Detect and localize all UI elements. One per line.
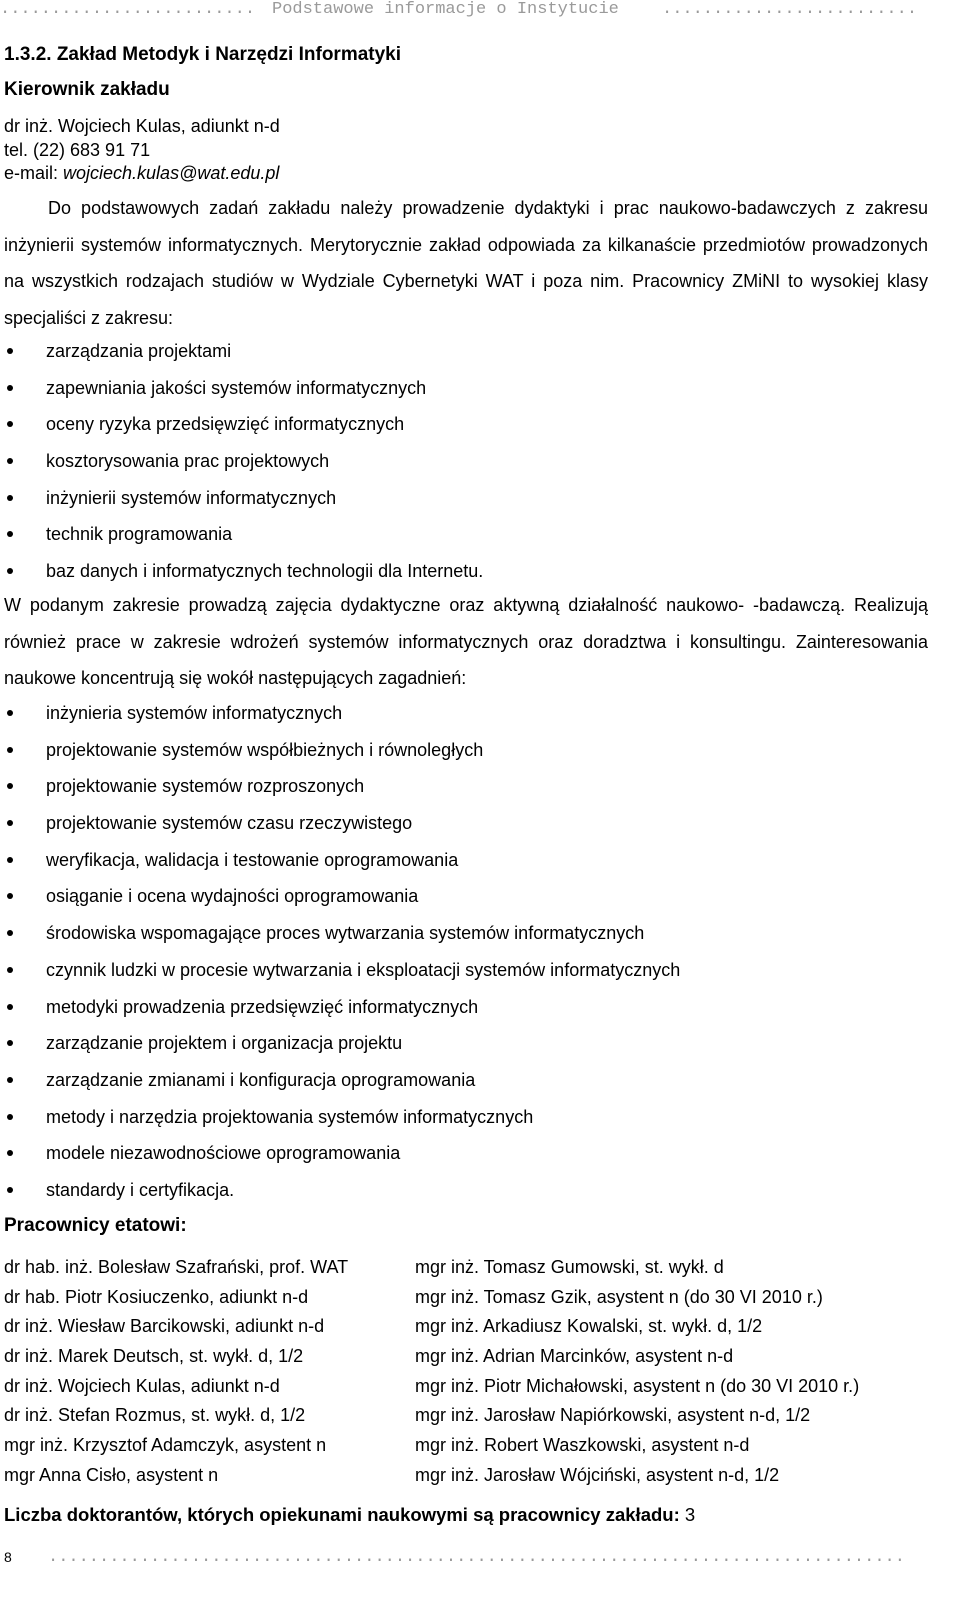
bullet-icon xyxy=(7,967,13,973)
head-email-line xyxy=(4,162,279,184)
bullet-icon xyxy=(7,1004,13,1010)
middle-paragraph xyxy=(4,587,928,697)
bullet-icon xyxy=(7,531,13,537)
doctoral-count-line xyxy=(4,1504,695,1526)
interest-item xyxy=(0,878,930,915)
staff-member: mgr inż. Krzysztof Adamczyk, asystent n xyxy=(4,1435,327,1456)
staff-member: mgr inż. Adrian Marcinków, asystent n-d xyxy=(415,1346,734,1367)
interest-item-text: modele niezawodnościowe oprogramowania xyxy=(46,1143,401,1164)
interest-item xyxy=(0,695,930,732)
interest-item xyxy=(0,805,930,842)
bullet-icon xyxy=(7,857,13,863)
expertise-item xyxy=(0,406,930,443)
interest-item xyxy=(0,989,930,1026)
staff-column-left xyxy=(4,1253,348,1491)
staff-member: mgr inż. Piotr Michałowski, asystent n (do 30 VI 2010 r.) xyxy=(415,1375,860,1396)
expertise-item-text: baz danych i informatycznych technologii dla Internetu. xyxy=(46,561,484,582)
staff-member: dr hab. Piotr Kosiuczenko, adiunkt n-d xyxy=(4,1286,309,1307)
interest-item-text: metody i narzędzia projektowania systemów informatycznych xyxy=(46,1106,534,1127)
running-header xyxy=(0,0,945,24)
expertise-item xyxy=(0,516,930,553)
interest-item-text: czynnik ludzki w procesie wytwarzania i eksploatacji systemów informatycznych xyxy=(46,959,681,980)
bullet-icon xyxy=(7,421,13,427)
interest-item-text: zarządzanie projektem i organizacja projektu xyxy=(46,1033,403,1054)
interest-item xyxy=(0,1062,930,1099)
interests-list xyxy=(0,695,930,1209)
head-email[interactable]: wojciech.kulas@wat.edu.pl xyxy=(63,163,280,183)
staff-member: dr inż. Wiesław Barcikowski, adiunkt n-d xyxy=(4,1316,325,1337)
interest-item xyxy=(0,1172,930,1209)
bullet-icon xyxy=(7,1040,13,1046)
staff-column-right xyxy=(415,1253,859,1491)
interest-item-text: inżynieria systemów informatycznych xyxy=(46,703,343,723)
expertise-item xyxy=(0,480,930,517)
staff-member: mgr inż. Arkadiusz Kowalski, st. wykł. d, 1/2 xyxy=(415,1316,763,1337)
interest-item xyxy=(0,1099,930,1136)
bullet-icon xyxy=(7,348,13,354)
expertise-item-text: oceny ryzyka przedsięwzięć informatycznych xyxy=(46,414,405,435)
head-phone: tel. (22) 683 91 71 xyxy=(4,140,151,160)
interest-item-text: środowiska wspomagające proces wytwarzania systemów informatycznych xyxy=(46,923,645,944)
bullet-icon xyxy=(7,495,13,501)
staff-title: Pracownicy etatowi: xyxy=(4,1215,187,1236)
interest-item xyxy=(0,768,930,805)
interest-item-text: osiąganie i ocena wydajności oprogramowania xyxy=(46,886,419,907)
staff-member: mgr inż. Robert Waszkowski, asystent n-d xyxy=(415,1435,750,1456)
header-dots-left: ......................... xyxy=(0,0,256,19)
expertise-item xyxy=(0,370,930,407)
bullet-icon xyxy=(7,568,13,574)
interest-item xyxy=(0,1135,930,1172)
interest-item-text: zarządzanie zmianami i konfiguracja oprogramowania xyxy=(46,1069,476,1090)
expertise-item-text: inżynierii systemów informatycznych xyxy=(46,487,337,508)
expertise-list xyxy=(0,333,930,590)
interest-item-text: projektowanie systemów współbieżnych i równoległych xyxy=(46,739,484,760)
staff-member: mgr inż. Tomasz Gumowski, st. wykł. d xyxy=(415,1257,724,1277)
staff-member: mgr inż. Jarosław Napiórkowski, asystent n-d, 1/2 xyxy=(415,1405,811,1426)
intro-text: Do podstawowych zadań zakładu należy prowadzenie dydaktyki i prac naukowo-badawczych z zakresu inżynierii systemów informatycznych. Merytorycznie zakład odpowiada za kilkanaście przedmiotów prowadzonych na wszystkich rodzajach studiów w Wydziale Cybernetyki WAT i poza nim. Pracownicy ZMiNI to wysokiej klasy specjaliści z zakresu: xyxy=(4,198,928,328)
interest-item xyxy=(0,952,930,989)
staff-member: mgr inż. Jarosław Wójciński, asystent n-d, 1/2 xyxy=(415,1464,780,1485)
interest-item xyxy=(0,842,930,879)
head-name: dr inż. Wojciech Kulas, adiunkt n-d xyxy=(4,116,280,136)
interest-item-text: projektowanie systemów rozproszonych xyxy=(46,776,365,797)
staff-member: dr inż. Wojciech Kulas, adiunkt n-d xyxy=(4,1375,280,1396)
bullet-icon xyxy=(7,710,13,716)
doctoral-value: 3 xyxy=(684,1504,696,1525)
head-label: Kierownik zakładu xyxy=(4,79,170,100)
bullet-icon xyxy=(7,458,13,464)
bullet-icon xyxy=(7,385,13,391)
bullet-icon xyxy=(7,783,13,789)
interest-item xyxy=(0,915,930,952)
middle-text: W podanym zakresie prowadzą zajęcia dydaktyczne oraz aktywną działalność naukowo- -badawczą. Realizują również prace w zakresie wdrożeń systemów informatycznych oraz doradztwa i konsultingu. Zainteresowania naukowe koncentrują się wokół następujących zagadnień: xyxy=(4,595,928,688)
interest-item xyxy=(0,732,930,769)
expertise-item-text: zapewniania jakości systemów informatycznych xyxy=(46,377,427,398)
expertise-item xyxy=(0,333,930,370)
header-title: Podstawowe informacje o Instytucie xyxy=(272,0,619,19)
staff-member: dr hab. inż. Bolesław Szafrański, prof. WAT xyxy=(4,1257,349,1277)
bullet-icon xyxy=(7,893,13,899)
header-dots-right: ......................... xyxy=(662,0,918,19)
bullet-icon xyxy=(7,1150,13,1156)
bullet-icon xyxy=(7,930,13,936)
bullet-icon xyxy=(7,820,13,826)
bullet-icon xyxy=(7,1187,13,1193)
expertise-item-text: zarządzania projektami xyxy=(46,341,232,361)
head-email-label: e-mail: xyxy=(4,163,64,183)
interest-item-text: metodyki prowadzenia przedsięwzięć informatycznych xyxy=(46,996,479,1017)
interest-item-text: projektowanie systemów czasu rzeczywistego xyxy=(46,813,413,834)
doctoral-label: Liczba doktorantów, których opiekunami naukowymi są pracownicy zakładu: xyxy=(4,1504,680,1525)
interest-item-text: standardy i certyfikacja. xyxy=(46,1179,235,1200)
staff-member: dr inż. Marek Deutsch, st. wykł. d, 1/2 xyxy=(4,1346,304,1367)
expertise-item xyxy=(0,443,930,480)
expertise-item-text: kosztorysowania prac projektowych xyxy=(46,451,330,472)
interest-item-text: weryfikacja, walidacja i testowanie oprogramowania xyxy=(46,849,459,870)
expertise-item-text: technik programowania xyxy=(46,524,233,545)
staff-member: mgr inż. Tomasz Gzik, asystent n (do 30 VI 2010 r.) xyxy=(415,1286,823,1307)
page-number: 8 xyxy=(4,1549,12,1565)
staff-member: mgr Anna Cisło, asystent n xyxy=(4,1464,219,1485)
interest-item xyxy=(0,1025,930,1062)
bullet-icon xyxy=(7,747,13,753)
footer-dots: .................................................................................... xyxy=(48,1548,905,1567)
bullet-icon xyxy=(7,1077,13,1083)
bullet-icon xyxy=(7,1114,13,1120)
section-title: 1.3.2. Zakład Metodyk i Narzędzi Informatyki xyxy=(4,44,402,65)
expertise-item xyxy=(0,553,930,590)
intro-paragraph xyxy=(4,190,928,336)
staff-member: dr inż. Stefan Rozmus, st. wykł. d, 1/2 xyxy=(4,1405,306,1426)
